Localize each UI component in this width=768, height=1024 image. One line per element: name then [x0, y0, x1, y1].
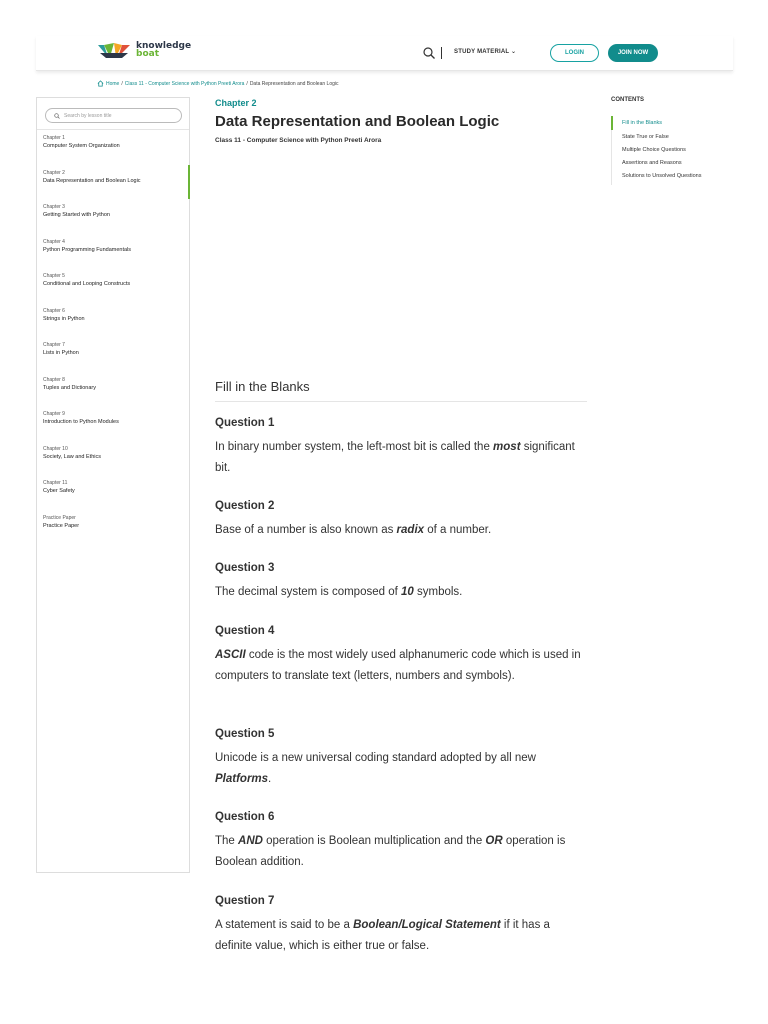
sidebar-item-chapter-1[interactable] — [37, 132, 189, 167]
page-title: Data Representation and Boolean Logic — [215, 113, 500, 130]
chapter-sidebar — [36, 97, 190, 873]
sidebar-item-practice-paper[interactable] — [37, 512, 189, 547]
question-heading: Question 7 — [215, 895, 275, 907]
sidebar-item-chapter-10[interactable] — [37, 443, 189, 478]
section-heading-fill-in-the-blanks: Fill in the Blanks — [215, 379, 587, 402]
answer-text: ASCII — [215, 649, 246, 661]
join-now-button[interactable]: JOIN NOW — [608, 44, 658, 62]
question-text: The decimal system is composed of 10 symbols. — [215, 586, 463, 598]
chapter-title: Society, Law and Ethics — [43, 453, 101, 460]
chapter-number: Chapter 2 — [43, 169, 65, 176]
chapter-number: Chapter 10 — [43, 445, 68, 452]
main-content-header — [215, 98, 587, 144]
toc-item-assertions-and-reasons[interactable]: Assertions and Reasons — [622, 160, 682, 166]
question-text: Unicode is a new universal coding standard adopted by all new Platforms. — [215, 752, 536, 785]
answer-text: radix — [396, 524, 425, 536]
logo[interactable] — [96, 41, 191, 59]
question-heading: Question 6 — [215, 811, 275, 823]
question-text: The AND operation is Boolean multiplication and the OR operation is Boolean addition. — [215, 835, 566, 868]
chapter-title: Getting Started with Python — [43, 212, 110, 218]
answer-text: most — [493, 441, 521, 453]
question-block — [215, 811, 587, 873]
chapter-list — [37, 132, 189, 546]
home-icon[interactable] — [97, 80, 104, 87]
sidebar-item-chapter-2[interactable] — [37, 167, 189, 202]
chapter-number: Chapter 4 — [43, 238, 65, 245]
login-button[interactable]: LOGIN — [550, 44, 599, 62]
question-heading: Question 3 — [215, 562, 275, 574]
toc-item-state-true-or-false[interactable]: State True or False — [622, 134, 669, 140]
chapter-title: Python Programming Fundamentals — [43, 246, 132, 253]
page-subtitle: Class 11 - Computer Science with Python Preeti Arora — [215, 137, 382, 144]
chapter-title: Tuples and Dictionary — [43, 384, 96, 391]
sidebar-item-chapter-8[interactable] — [37, 374, 189, 409]
chapter-title: Data Representation and Boolean Logic — [43, 177, 141, 184]
toc-item-solutions[interactable]: Solutions to Unsolved Questions — [622, 173, 702, 179]
breadcrumb-current: Data Representation and Boolean Logic — [249, 80, 339, 87]
question-block — [215, 895, 587, 957]
sidebar-item-chapter-3[interactable] — [37, 201, 189, 236]
question-text: Base of a number is also known as radix of a number. — [215, 524, 492, 536]
question-block — [215, 417, 587, 479]
chapter-number: Chapter 6 — [43, 307, 65, 314]
breadcrumb-separator: / — [246, 80, 248, 87]
chapter-title: Cyber Safety — [43, 488, 75, 494]
chapter-number: Chapter 9 — [43, 411, 65, 417]
lesson-search-box[interactable] — [45, 108, 182, 123]
top-header — [36, 36, 733, 71]
chapter-number: Chapter 5 — [43, 273, 65, 279]
sidebar-item-chapter-4[interactable] — [37, 236, 189, 271]
logo-text-boat: boat — [136, 49, 160, 59]
question-heading: Question 4 — [215, 625, 275, 637]
question-block — [215, 625, 587, 687]
question-block — [215, 562, 587, 603]
sidebar-divider — [37, 129, 189, 130]
answer-text: 10 — [401, 586, 414, 598]
chapter-title: Strings in Python — [43, 315, 85, 322]
question-text: A statement is said to be a Boolean/Logical Statement if it has a definite value, which is either true or false. — [215, 919, 550, 952]
chapter-number: Chapter 1 — [43, 135, 65, 141]
question-heading: Question 5 — [215, 728, 275, 740]
toc-item-multiple-choice[interactable]: Multiple Choice Questions — [622, 147, 686, 153]
breadcrumb-home[interactable]: Home — [106, 80, 120, 87]
question-text: In binary number system, the left-most bit is called the most significant bit. — [215, 441, 575, 474]
lesson-search-input[interactable] — [64, 113, 174, 119]
question-text: ASCII code is the most widely used alphanumeric code which is used in computers to translate text (letters, numbers and symbols). — [215, 649, 581, 682]
answer-text: OR — [485, 835, 503, 847]
study-material-menu[interactable]: STUDY MATERIAL ⌄ — [454, 49, 517, 55]
sidebar-item-chapter-7[interactable] — [37, 339, 189, 374]
contents-title: CONTENTS — [611, 97, 644, 103]
chapter-number: Chapter 8 — [43, 376, 65, 383]
sidebar-item-chapter-11[interactable] — [37, 477, 189, 512]
header-divider — [441, 47, 442, 59]
breadcrumb — [97, 80, 339, 87]
question-heading: Question 2 — [215, 500, 275, 512]
table-of-contents — [611, 97, 721, 179]
question-block — [215, 728, 587, 790]
logo-text-knowledge: knowledge — [136, 41, 192, 51]
chapter-number: Chapter 11 — [43, 480, 68, 486]
search-icon — [54, 113, 60, 119]
search-icon[interactable] — [422, 46, 436, 60]
sidebar-item-chapter-5[interactable] — [37, 270, 189, 305]
chapter-title: Introduction to Python Modules — [43, 419, 119, 425]
answer-text: Boolean/Logical Statement — [353, 919, 501, 931]
toc-list — [611, 116, 721, 185]
boat-logo-icon — [96, 41, 132, 59]
question-block — [215, 500, 587, 541]
sidebar-item-chapter-6[interactable] — [37, 305, 189, 340]
chapter-title: Conditional and Looping Constructs — [43, 281, 131, 287]
chapter-number: Practice Paper — [43, 514, 76, 521]
chapter-number: Chapter 3 — [43, 204, 65, 210]
chapter-label: Chapter 2 — [215, 98, 257, 108]
chapter-number: Chapter 7 — [43, 342, 65, 348]
chapter-title: Practice Paper — [43, 522, 80, 529]
chapter-title: Computer System Organization — [43, 143, 120, 149]
answer-text: Platforms — [215, 773, 269, 785]
sidebar-item-chapter-9[interactable] — [37, 408, 189, 443]
chapter-title: Lists in Python — [43, 350, 79, 356]
answer-text: AND — [238, 835, 263, 847]
breadcrumb-class[interactable]: Class 11 - Computer Science with Python Preeti Arora — [124, 80, 245, 87]
breadcrumb-separator: / — [121, 80, 123, 87]
question-heading: Question 1 — [215, 417, 275, 429]
toc-item-fill-in-the-blanks[interactable]: Fill in the Blanks — [611, 116, 721, 130]
